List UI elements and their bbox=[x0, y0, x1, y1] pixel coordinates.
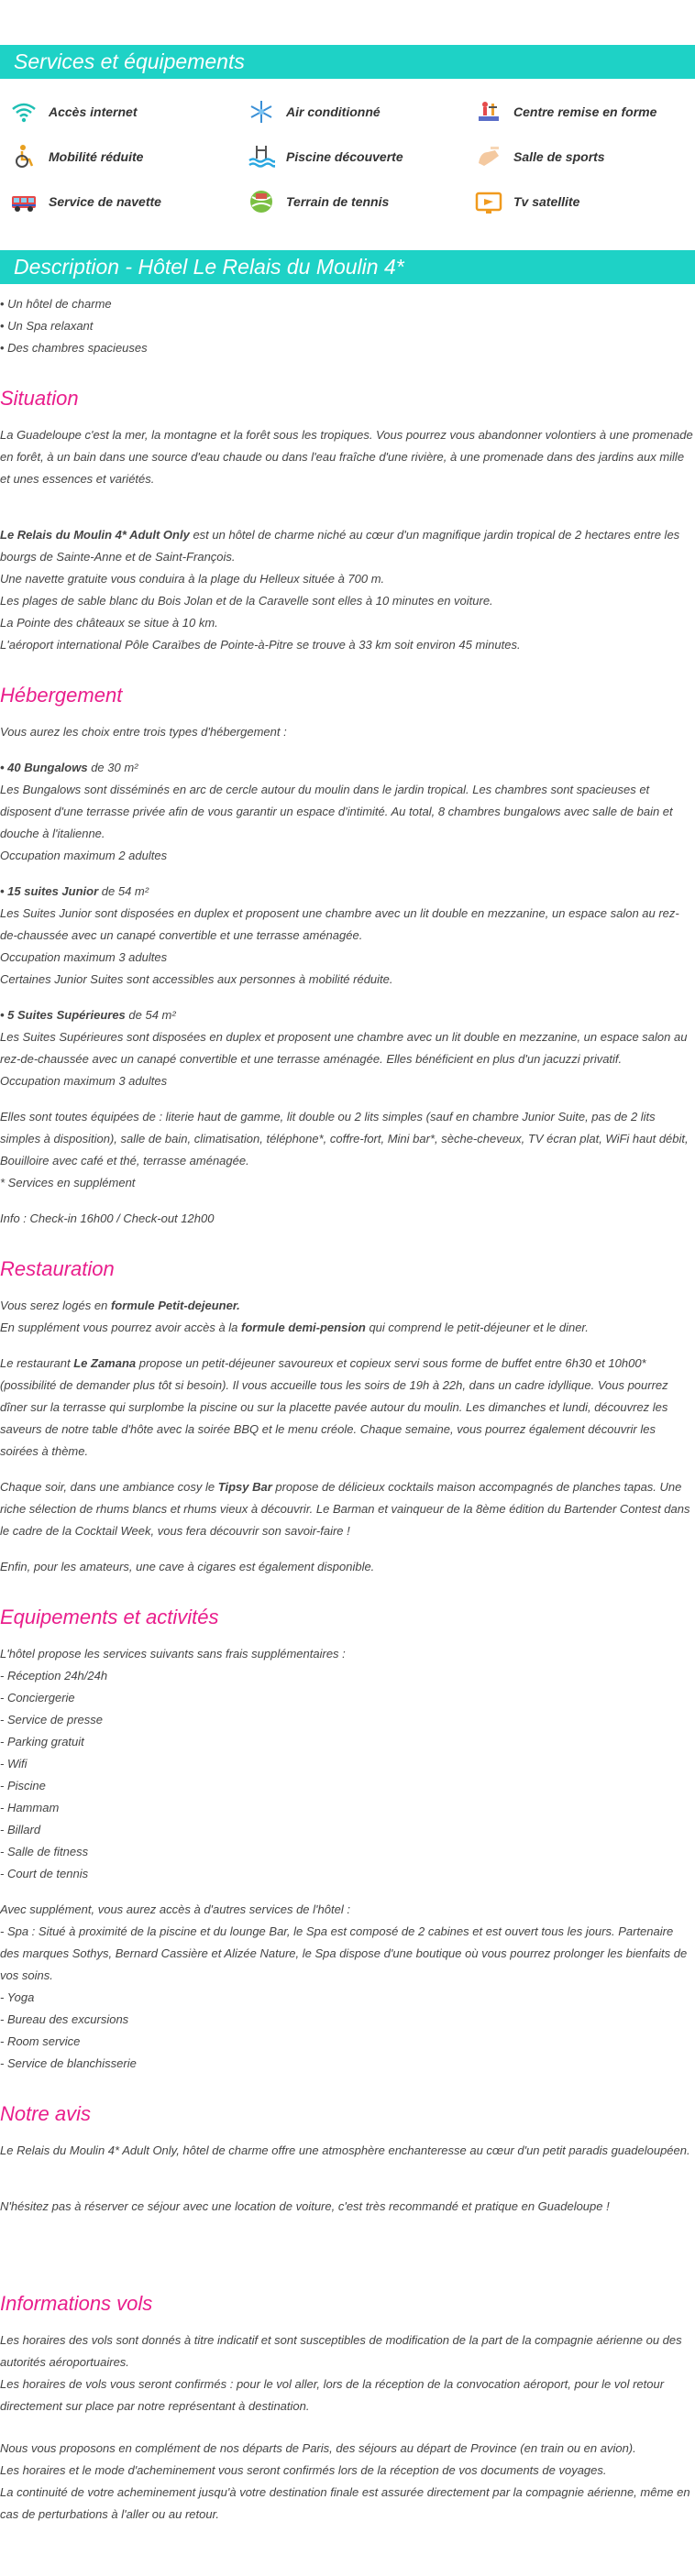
avis-heading: Notre avis bbox=[0, 2102, 92, 2125]
list-intro: Avec supplément, vous aurez accès à d'autres services de l'hôtel : bbox=[0, 1902, 350, 1916]
vols-line: Les horaires de vols vous seront confirmés : pour le vol aller, lors de la réception de la convocation aéroport, pour le vol retour directement sur place par notre représentant à destination. bbox=[0, 2377, 665, 2413]
bar-name: Tipsy Bar bbox=[217, 1480, 272, 1494]
situation-intro: La Guadeloupe c'est la mer, la montagne et la forêt sous les tropiques. Vous pourrez vous abandonner volontiers à une promenade en forêt, à un bain dans une source d'eau chaude ou dans l'eau fraîche d'une rivière, à une promenade dans des jardins aux mille et unes essences et variétés. bbox=[0, 428, 693, 486]
room-name: • 15 suites Junior bbox=[0, 884, 99, 898]
service-label: Terrain de tennis bbox=[286, 193, 390, 209]
fitness-icon bbox=[474, 97, 503, 126]
situation-hotel bbox=[0, 524, 695, 568]
list-item: - Yoga bbox=[0, 1990, 35, 2004]
vols-block-1 bbox=[0, 2329, 695, 2417]
vols-block-2 bbox=[0, 2438, 695, 2526]
vols-heading: Informations vols bbox=[0, 2292, 153, 2315]
room-occupancy: Occupation maximum 3 adultes bbox=[0, 950, 168, 964]
situation-line: Les plages de sable blanc du Bois Jolan et de la Caravelle sont elles à 10 minutes en voiture. bbox=[0, 594, 493, 608]
gym-icon bbox=[474, 142, 503, 171]
vols-line: La continuité de votre acheminement jusqu'à votre destination finale est assurée directement par la compagnie aérienne, même en cas de perturbations à l'aller ou au retour. bbox=[0, 2485, 690, 2521]
list-item: - Service de presse bbox=[0, 1713, 103, 1726]
equipment-note: * Services en supplément bbox=[0, 1176, 136, 1189]
services-banner bbox=[0, 45, 695, 79]
service-tv bbox=[474, 184, 695, 218]
restauration-formulas bbox=[0, 1295, 695, 1339]
pool-icon bbox=[247, 142, 276, 171]
spacer bbox=[0, 2231, 695, 2264]
avis-paragraph: N'hésitez pas à réserver ce séjour avec une location de voiture, c'est très recommandé et pratique en Guadeloupe ! bbox=[0, 2199, 610, 2213]
avis-paragraph: Le Relais du Moulin 4* Adult Only, hôtel de charme offre une atmosphère enchanteresse au cœur d'un petit paradis guadeloupéen. bbox=[0, 2143, 690, 2157]
vols-line: Nous vous proposons en complément de nos départs de Paris, des séjours au départ de Province (en train ou en avion). bbox=[0, 2441, 636, 2455]
room-occupancy: Occupation maximum 2 adultes bbox=[0, 849, 168, 862]
tennis-icon bbox=[247, 187, 276, 216]
vols-line: Les horaires des vols sont donnés à titre indicatif et sont susceptibles de modification de la part de la compagnie aérienne ou des autorités aéroportuaires. bbox=[0, 2333, 682, 2369]
situation-heading: Situation bbox=[0, 387, 79, 410]
list-item: - Conciergerie bbox=[0, 1691, 75, 1705]
situation-line: L'aéroport international Pôle Caraïbes de Pointe-à-Pitre se trouve à 33 km soit environ 45 minutes. bbox=[0, 638, 521, 652]
list-item: • Un hôtel de charme bbox=[0, 293, 695, 315]
list-item: - Réception 24h/24h bbox=[0, 1669, 108, 1683]
wifi-icon bbox=[9, 97, 39, 126]
list-item: - Wifi bbox=[0, 1757, 28, 1770]
list-item: - Room service bbox=[0, 2034, 81, 2048]
text: Chaque soir, dans une ambiance cosy le bbox=[0, 1480, 218, 1494]
room-name: • 5 Suites Supérieures bbox=[0, 1008, 126, 1022]
tv-icon bbox=[474, 187, 503, 216]
list-item: - Billard bbox=[0, 1823, 41, 1836]
spacer bbox=[0, 2417, 695, 2438]
room-description: Les Bungalows sont disséminés en arc de cercle autour du moulin dans le jardin tropical. Les chambres sont spacieuses et disposent d'une terrasse privée afin de vous garantir un espace d'intimité. Au total, 8 chambres bungalows avec salle de bain et douche à l'italienne. bbox=[0, 783, 673, 840]
list-item: - Service de blanchisserie bbox=[0, 2056, 137, 2070]
list-item: • Un Spa relaxant bbox=[0, 315, 695, 337]
list-item: - Court de tennis bbox=[0, 1867, 89, 1880]
service-label: Tv satellite bbox=[513, 193, 580, 209]
service-tennis bbox=[247, 184, 474, 218]
room-type-superieure bbox=[0, 1004, 695, 1092]
service-mobility bbox=[9, 139, 247, 173]
restaurant-paragraph bbox=[0, 1353, 695, 1463]
list-intro: L'hôtel propose les services suivants sans frais supplémentaires : bbox=[0, 1647, 346, 1661]
hotel-name: Le Relais du Moulin 4* Adult Only bbox=[0, 528, 190, 542]
room-title bbox=[0, 757, 695, 779]
restauration-heading: Restauration bbox=[0, 1257, 115, 1280]
service-pool bbox=[247, 139, 474, 173]
room-size: de 54 m² bbox=[125, 1008, 176, 1022]
room-type-junior bbox=[0, 881, 695, 991]
situation-line: La Pointe des châteaux se situe à 10 km. bbox=[0, 616, 218, 630]
free-services-list bbox=[0, 1643, 695, 1885]
snowflake-icon bbox=[247, 97, 276, 126]
list-item: - Spa : Situé à proximité de la piscine et du lounge Bar, le Spa est composé de 2 cabines et est ouvert tous les jours. Partenaire des marques Sothys, Bernard Cassière et Alizée Nature, le Spa dispose d'une boutique où vous pourrez prolonger les bienfaits de vos soins. bbox=[0, 1924, 688, 1982]
cigar-paragraph: Enfin, pour les amateurs, une cave à cigares est également disponible. bbox=[0, 1560, 375, 1573]
checkin-info: Info : Check-in 16h00 / Check-out 12h00 bbox=[0, 1211, 215, 1225]
list-item: - Hammam bbox=[0, 1801, 60, 1814]
service-gym bbox=[474, 139, 695, 173]
equipements-heading: Equipements et activités bbox=[0, 1606, 219, 1628]
hebergement-intro: Vous aurez les choix entre trois types d'hébergement : bbox=[0, 725, 287, 739]
room-name: • 40 Bungalows bbox=[0, 761, 88, 774]
service-label: Salle de sports bbox=[513, 148, 605, 164]
room-description: Les Suites Junior sont disposées en duplex et proposent une chambre avec un lit double en mezzanine, un espace salon au rez-de-chaussée avec un canapé convertible et une terrasse aménagée. bbox=[0, 906, 679, 942]
description-banner bbox=[0, 250, 695, 284]
text: propose de délicieux cocktails maison accompagnés de planches tapas. Une riche sélection de rhums blancs et rhums vieux à découvrir. Le Barman et vainqueur de la 8ème édition du Bartender Contest dans le cadre de la Cocktail Week, vous fera découvrir son savoir-faire ! bbox=[0, 1480, 690, 1538]
list-item: - Parking gratuit bbox=[0, 1735, 84, 1748]
service-label: Mobilité réduite bbox=[49, 148, 144, 164]
service-shuttle bbox=[9, 184, 247, 218]
service-fitness bbox=[474, 94, 695, 128]
service-label: Service de navette bbox=[49, 193, 161, 209]
equipment-text: Elles sont toutes équipées de : literie haut de gamme, lit double ou 2 lits simples (sauf en chambre Junior Suite, pas de 2 lits simples à disposition), salle de bain, climatisation, téléphone*, coffre-fort, Mini bar*, sèche-cheveux, TV écran plat, WiFi haut débit, Bouilloire avec café et thé, terrasse aménagée. bbox=[0, 1110, 689, 1167]
list-item: • Des chambres spacieuses bbox=[0, 337, 695, 359]
room-size: de 54 m² bbox=[98, 884, 149, 898]
restaurant-name: Le Zamana bbox=[73, 1356, 137, 1370]
formula-name: formule Petit-dejeuner. bbox=[110, 1299, 240, 1312]
vols-line: Les horaires et le mode d'acheminement vous seront confirmés lors de la réception de vos documents de voyages. bbox=[0, 2463, 607, 2477]
situation-details bbox=[0, 524, 695, 656]
room-title bbox=[0, 881, 695, 903]
text: Le restaurant bbox=[0, 1356, 74, 1370]
service-label: Air conditionné bbox=[286, 104, 381, 119]
room-note: Certaines Junior Suites sont accessibles aux personnes à mobilité réduite. bbox=[0, 972, 393, 986]
description-title: Description - Hôtel Le Relais du Moulin 4* bbox=[14, 255, 404, 279]
text: propose un petit-déjeuner savoureux et copieux servi sous forme de buffet entre 6h30 et 10h00* (possibilité de demander plus tôt si besoin). Il vous accueille tous les soirs de 19h à 22h, dans un cadre idyllique. Vous pourrez dîner sur la terrasse qui surplombe la piscine ou sur la placette pavée autour du moulin. Les dimanches et lundi, découvrez les saveurs de notre table d'hôte avec la soirée BBQ et le menu créole. Chaque semaine, vous pourrez également découvrir les soirées à thème. bbox=[0, 1356, 668, 1458]
service-label: Centre remise en forme bbox=[513, 104, 657, 119]
paid-services-list bbox=[0, 1899, 695, 2075]
service-aircon bbox=[247, 94, 474, 128]
service-label: Piscine découverte bbox=[286, 148, 403, 164]
hebergement-heading: Hébergement bbox=[0, 684, 123, 707]
text: qui comprend le petit-déjeuner et le diner. bbox=[365, 1321, 589, 1334]
bar-paragraph bbox=[0, 1476, 695, 1542]
spacer bbox=[0, 504, 695, 524]
shuttle-icon bbox=[9, 187, 39, 216]
hotel-description: est un hôtel de charme niché au cœur d'un magnifique jardin tropical de 2 hectares entre les bourgs de Sainte-Anne et de Saint-François. bbox=[0, 528, 680, 564]
formula-line bbox=[0, 1295, 695, 1317]
formula-name: formule demi-pension bbox=[241, 1321, 366, 1334]
room-size: de 30 m² bbox=[87, 761, 138, 774]
wheelchair-icon bbox=[9, 142, 39, 171]
highlights-list bbox=[0, 293, 695, 359]
service-label: Accès internet bbox=[49, 104, 138, 119]
spacer bbox=[0, 2176, 695, 2196]
room-occupancy: Occupation maximum 3 adultes bbox=[0, 1074, 168, 1088]
text: Vous serez logés en bbox=[0, 1299, 111, 1312]
room-equipment bbox=[0, 1106, 695, 1194]
room-type-bungalow bbox=[0, 757, 695, 867]
room-description: Les Suites Supérieures sont disposées en duplex et proposent une chambre avec un lit double en mezzanine, un espace salon au rez-de-chaussée avec un canapé convertible et une terrasse aménagée. Elles bénéficient en plus d'un jacuzzi privatif. bbox=[0, 1030, 688, 1066]
services-title: Services et équipements bbox=[14, 49, 245, 73]
services-grid bbox=[0, 79, 695, 218]
list-item: - Piscine bbox=[0, 1779, 46, 1792]
room-title bbox=[0, 1004, 695, 1026]
text: En supplément vous pourrez avoir accès à la bbox=[0, 1321, 242, 1334]
list-item: - Salle de fitness bbox=[0, 1845, 89, 1858]
service-internet bbox=[9, 94, 247, 128]
formula-line bbox=[0, 1317, 695, 1339]
list-item: - Bureau des excursions bbox=[0, 2012, 129, 2026]
situation-line: Une navette gratuite vous conduira à la plage du Helleux située à 700 m. bbox=[0, 572, 385, 586]
